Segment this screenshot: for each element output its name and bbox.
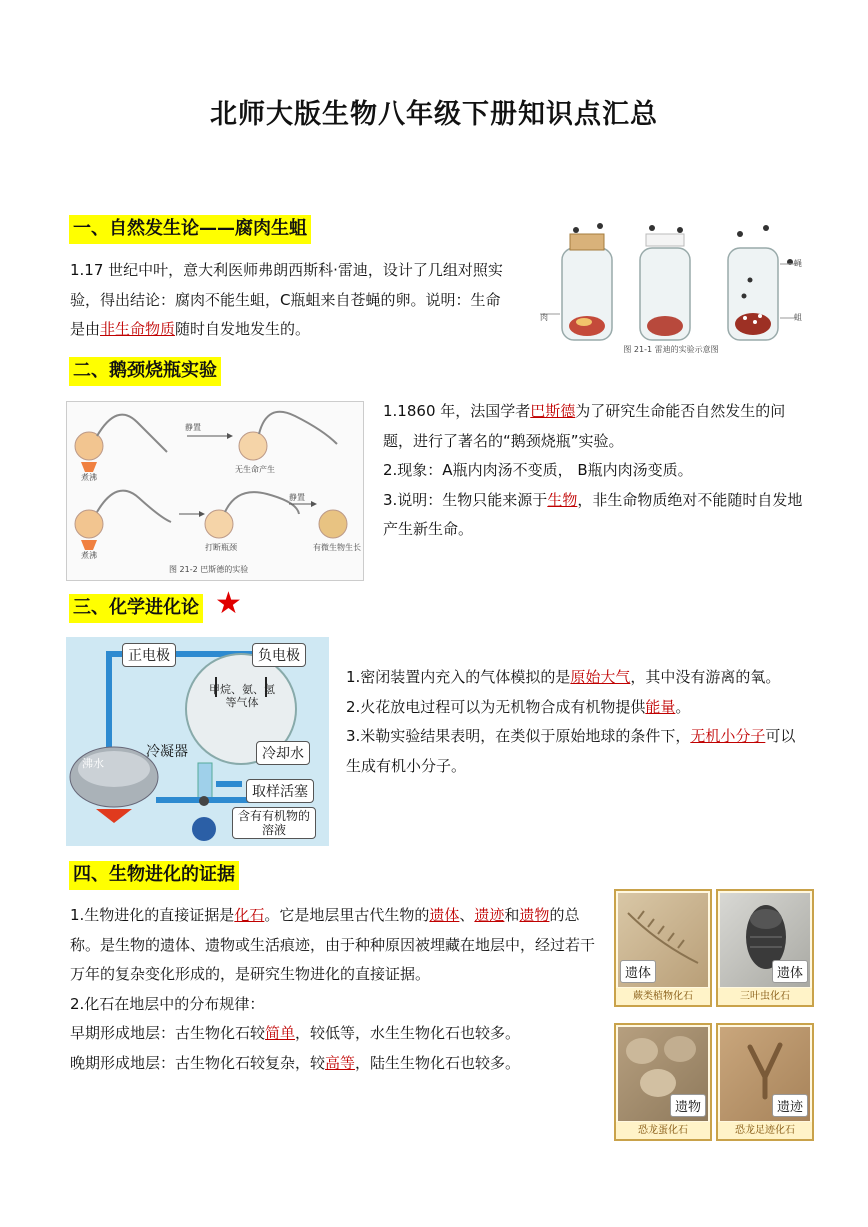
- keyword: 能量: [645, 697, 676, 716]
- fossil-caption: 恐龙足迹化石: [718, 1122, 812, 1139]
- keyword: 化石: [234, 906, 265, 924]
- keyword: 遗迹: [474, 906, 505, 924]
- figure-label: 有微生物生长: [313, 543, 361, 552]
- fossil-tag: 遗迹: [772, 1094, 808, 1117]
- section-3-heading: 三、化学进化论: [69, 594, 203, 623]
- star-icon: ★: [215, 586, 242, 621]
- section-4-heading: 四、生物进化的证据: [69, 861, 239, 890]
- section-4-text: 1.生物进化的直接证据是化石。它是地层里古代生物的遗体、遗迹和遗物的总称。是生物的遗体、遗物或生活痕迹，由于种种原因被埋藏在地层中，经过若干万年的复杂变化形成的，是研究生物进化的直接证据。 2.化石在地层中的分布规律： 早期形成地层：古生物化石较简单，较低等，水生生物化石也较多。 晚期形成地层：古生物化石较复杂，较高等，陆生生物化石也较多。: [70, 906, 596, 1072]
- fossil-tag: 遗体: [772, 960, 808, 983]
- label-sampling-valve: 取样活塞: [246, 779, 314, 803]
- fossil-caption: 三叶虫化石: [718, 988, 812, 1005]
- figure-side-label: 蝇: [794, 259, 802, 268]
- figure-side-label: 蛆: [794, 313, 802, 322]
- figure-label: 打断瓶颈: [205, 543, 237, 552]
- fossil-tag: 遗物: [670, 1094, 706, 1117]
- jars-illustration: [540, 218, 802, 358]
- figure-label: 煮沸: [81, 473, 97, 482]
- pasteur-experiment-figure: [66, 401, 364, 581]
- figure-label: 静置: [289, 493, 305, 502]
- fossil-caption: 恐龙蛋化石: [616, 1122, 710, 1139]
- fossil-card-dinosaur-egg: [614, 1023, 712, 1141]
- figure-label: 无生命产生: [235, 465, 275, 474]
- redi-experiment-figure: [540, 218, 802, 358]
- miller-experiment-figure: [66, 637, 329, 846]
- section-2-text: 1.1860 年，法国学者巴斯德为了研究生命能否自然发生的问题，进行了著名的“鹅颈烧瓶”实验。 2.现象：A瓶内肉汤不变质， B瓶内肉汤变质。 3.说明：生物只能来源于生物，非生命物质绝对不能随时自发地产生新生命。: [383, 402, 803, 538]
- label-organic-solution: 含有有机物的溶液: [232, 807, 316, 839]
- figure-label: 煮沸: [81, 551, 97, 560]
- keyword: 简单: [265, 1024, 296, 1042]
- section-2-heading: 二、鹅颈烧瓶实验: [69, 357, 221, 386]
- figure-caption: 图 21-2 巴斯德的实验: [169, 565, 249, 574]
- keyword: 生物: [547, 490, 578, 509]
- keyword: 遗物: [519, 906, 550, 924]
- figure-side-label: 肉: [540, 313, 548, 322]
- label-boiling-water: 沸水: [82, 757, 104, 770]
- fossil-card-footprint: [716, 1023, 814, 1141]
- page-title: 北师大版生物八年级下册知识点汇总: [210, 99, 658, 130]
- figure-label: 静置: [185, 423, 201, 432]
- section-3-text: 1.密闭装置内充入的气体模拟的是原始大气，其中没有游离的氧。 2.火花放电过程可以为无机物合成有机物提供能量。 3.米勒实验结果表明，在类似于原始地球的条件下，无机小分子可以生成有机小分子。: [346, 668, 796, 775]
- label-cooling-water: 冷却水: [256, 741, 310, 765]
- fossil-tag: 遗体: [620, 960, 656, 983]
- keyword: 非生命物质: [100, 320, 176, 338]
- keyword: 原始大气: [570, 668, 631, 686]
- label-gases: 甲烷、氨、氢等气体: [209, 683, 275, 709]
- section-1-heading: 一、自然发生论——腐肉生蛆: [69, 215, 311, 244]
- goose-neck-flask-illustration: [67, 402, 363, 562]
- fossil-card-fern: [614, 889, 712, 1007]
- label-condenser: 冷凝器: [146, 744, 188, 760]
- label-positive-electrode: 正电极: [122, 643, 176, 667]
- fossil-caption: 蕨类植物化石: [616, 988, 710, 1005]
- section-1-text: 1.17 世纪中叶，意大利医师弗朗西斯科·雷迪，设计了几组对照实验，得出结论：腐肉不能生蛆，C瓶蛆来自苍蝇的卵。说明：生命是由非生命物质随时自发地发生的。: [70, 261, 503, 338]
- keyword: 巴斯德: [530, 402, 576, 420]
- figure-caption: 图 21-1 雷迪的实验示意图: [623, 345, 719, 354]
- fossil-card-trilobite: [716, 889, 814, 1007]
- keyword: 遗体: [429, 906, 460, 924]
- keyword: 高等: [325, 1053, 356, 1072]
- label-negative-electrode: 负电极: [252, 643, 306, 667]
- keyword: 无机小分子: [690, 727, 766, 745]
